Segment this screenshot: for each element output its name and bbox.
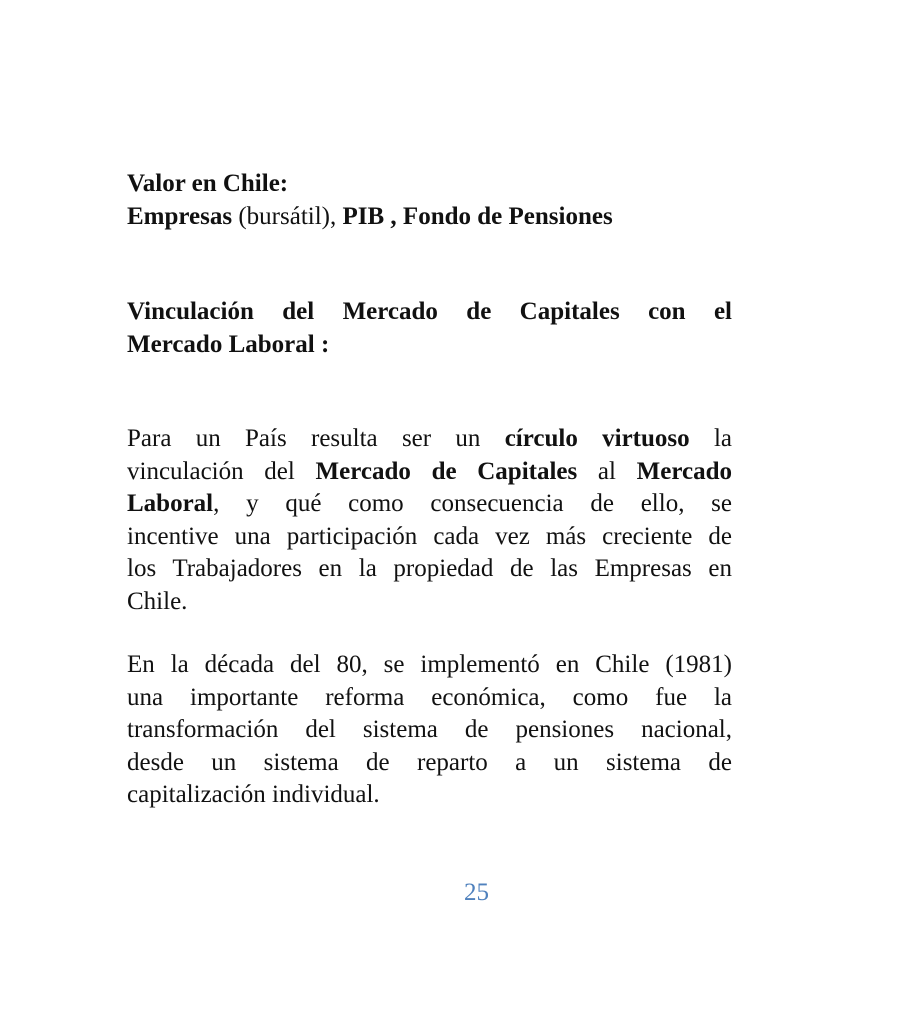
paragraph1-line5: los Trabajadores en la propiedad de las Empresas en	[127, 555, 732, 582]
paragraph2-line5: capitalización individual.	[127, 781, 380, 808]
heading-vinculacion	[127, 296, 732, 361]
empresas-label: Empresas	[127, 202, 233, 230]
paragraph2-line1: En la década del 80, se implementó en Chile (1981)	[127, 651, 732, 678]
page-number: 25	[464, 879, 489, 906]
heading-valor-en-chile	[127, 168, 732, 233]
paragraph1-line2: vinculación del Mercado de Capitales al Mercado	[127, 457, 733, 485]
heading-valor: Valor en Chile:	[127, 170, 289, 197]
paragraph1-line6: Chile.	[127, 587, 188, 615]
pib-fondo-label: PIB , Fondo de Pensiones	[342, 202, 613, 230]
bursatil-label: (bursátil),	[232, 202, 343, 230]
paragraph1-line1: Para un País resulta ser un círculo virtuoso la	[127, 425, 732, 452]
line-empresas-pib-fondo	[127, 201, 732, 234]
paragraph-circulo-virtuoso	[127, 423, 732, 618]
paragraph2-line2: una importante reforma económica, como fue la	[127, 683, 732, 711]
paragraph1-line3: Laboral, y qué como consecuencia de ello, se	[127, 490, 732, 517]
paragraph2-line3: transformación del sistema de pensiones nacional,	[127, 716, 732, 743]
heading-vinculacion-line1: Vinculación del Mercado de Capitales con el	[127, 298, 732, 325]
paragraph1-line4: incentive una participación cada vez más creciente de	[127, 522, 732, 550]
paragraph2-line4: desde un sistema de reparto a un sistema de	[127, 748, 732, 776]
paragraph-reforma-pensiones	[127, 649, 732, 812]
heading-vinculacion-line2: Mercado Laboral :	[127, 330, 330, 358]
